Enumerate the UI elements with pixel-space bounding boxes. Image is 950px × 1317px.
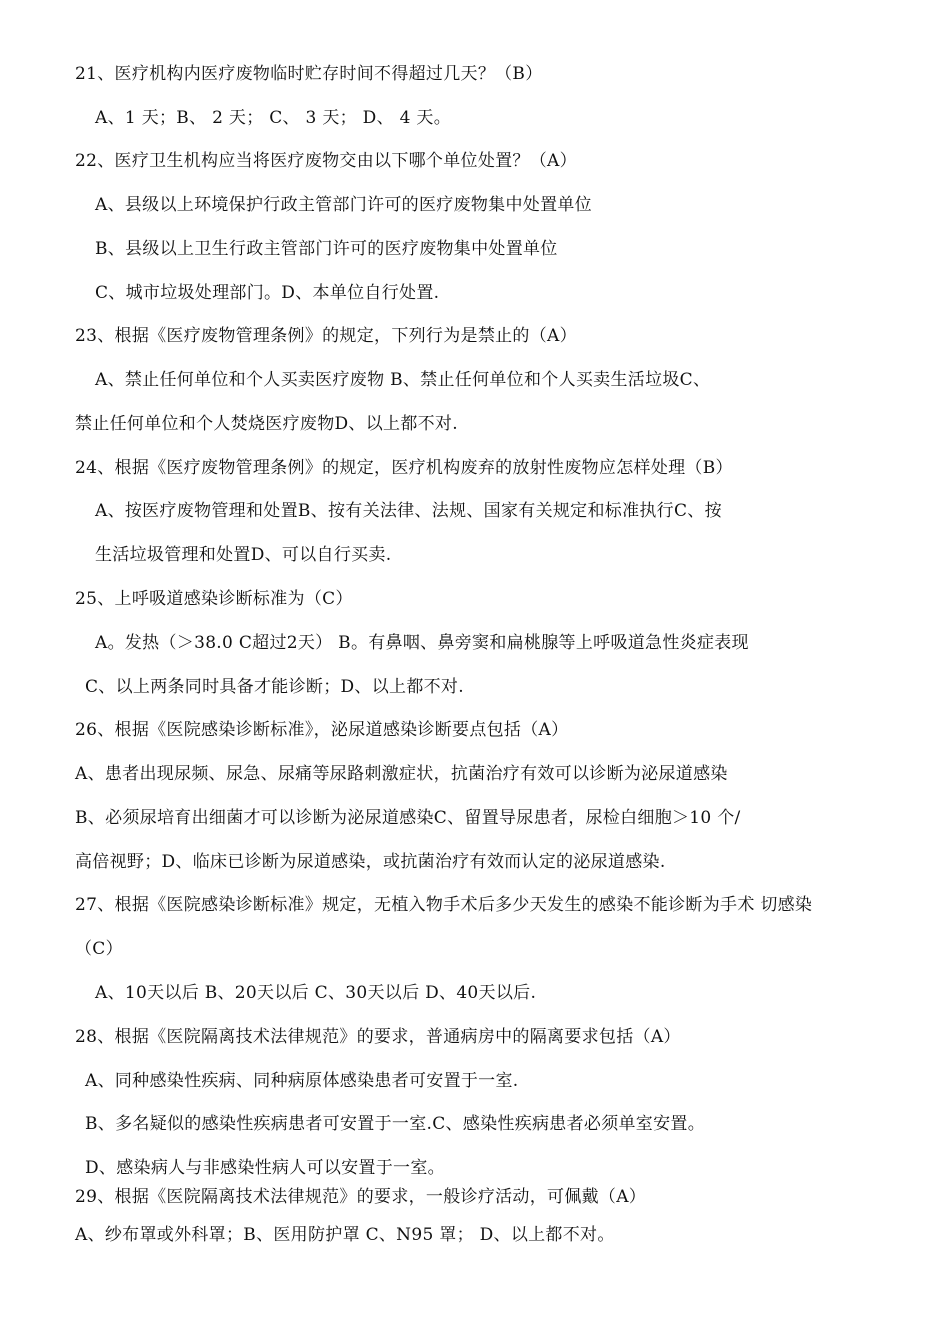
question-25: 25、上呼吸道感染诊断标准为（C） bbox=[75, 589, 353, 609]
option-28-a: A、同种感染性疾病、同种病原体感染患者可安置于一室. bbox=[85, 1071, 519, 1091]
options-29: A、纱布罩或外科罩；B、医用防护罩 C、N95 罩； D、以上都不对。 bbox=[75, 1225, 615, 1245]
options-26-line1: A、患者出现尿频、尿急、尿痛等尿路刺激症状，抗菌治疗有效可以诊断为泌尿道感染 bbox=[75, 764, 728, 784]
question-27-answer: （C） bbox=[75, 939, 123, 959]
question-22: 22、医疗卫生机构应当将医疗废物交由以下哪个单位处置？（A） bbox=[75, 151, 577, 171]
options-24-line2: 生活垃圾管理和处置D、可以自行买卖. bbox=[95, 545, 392, 565]
option-28-bc: B、多名疑似的感染性疾病患者可安置于一室.C、感染性疾病患者必须单室安置。 bbox=[85, 1114, 706, 1134]
question-29: 29、根据《医院隔离技术法律规范》的要求，一般诊疗活动，可佩戴（A） bbox=[75, 1187, 647, 1207]
options-27: A、10天以后 B、20天以后 C、30天以后 D、40天以后. bbox=[95, 983, 537, 1003]
options-26-line3: 高倍视野；D、临床已诊断为尿道感染，或抗菌治疗有效而认定的泌尿道感染. bbox=[75, 852, 666, 872]
question-26: 26、根据《医院感染诊断标准》，泌尿道感染诊断要点包括（A） bbox=[75, 720, 569, 740]
question-21: 21、医疗机构内医疗废物临时贮存时间不得超过几天？（B） bbox=[75, 64, 543, 84]
option-22-b: B、县级以上卫生行政主管部门许可的医疗废物集中处置单位 bbox=[95, 239, 558, 259]
options-25-line1: A。发热（＞38.0 C超过2天） B。有鼻咽、鼻旁窦和扁桃腺等上呼吸道急性炎症表现 bbox=[95, 633, 749, 653]
options-23-line2: 禁止任何单位和个人焚烧医疗废物D、以上都不对. bbox=[75, 414, 458, 434]
options-26-line2: B、必须尿培育出细菌才可以诊断为泌尿道感染C、留置导尿患者，尿检白细胞＞10 个/ bbox=[75, 808, 741, 828]
option-28-d: D、感染病人与非感染性病人可以安置于一室。 bbox=[85, 1158, 445, 1178]
options-21: A、1 天；B、 2 天； C、 3 天； D、 4 天。 bbox=[95, 108, 452, 128]
question-24: 24、根据《医疗废物管理条例》的规定，医疗机构废弃的放射性废物应怎样处理（B） bbox=[75, 458, 733, 478]
option-22-cd: C、城市垃圾处理部门。D、本单位自行处置. bbox=[95, 283, 440, 303]
question-27: 27、根据《医院感染诊断标准》规定，无植入物手术后多少天发生的感染不能诊断为手术 切感染 bbox=[75, 895, 813, 915]
question-28: 28、根据《医院隔离技术法律规范》的要求，普通病房中的隔离要求包括（A） bbox=[75, 1027, 681, 1047]
question-23: 23、根据《医疗废物管理条例》的规定，下列行为是禁止的（A） bbox=[75, 326, 577, 346]
option-22-a: A、县级以上环境保护行政主管部门许可的医疗废物集中处置单位 bbox=[95, 195, 592, 215]
options-23-line1: A、禁止任何单位和个人买卖医疗废物 B、禁止任何单位和个人买卖生活垃圾C、 bbox=[95, 370, 711, 390]
options-24-line1: A、按医疗废物管理和处置B、按有关法律、法规、国家有关规定和标准执行C、按 bbox=[95, 501, 722, 521]
options-25-line2: C、以上两条同时具备才能诊断；D、以上都不对. bbox=[85, 677, 464, 697]
